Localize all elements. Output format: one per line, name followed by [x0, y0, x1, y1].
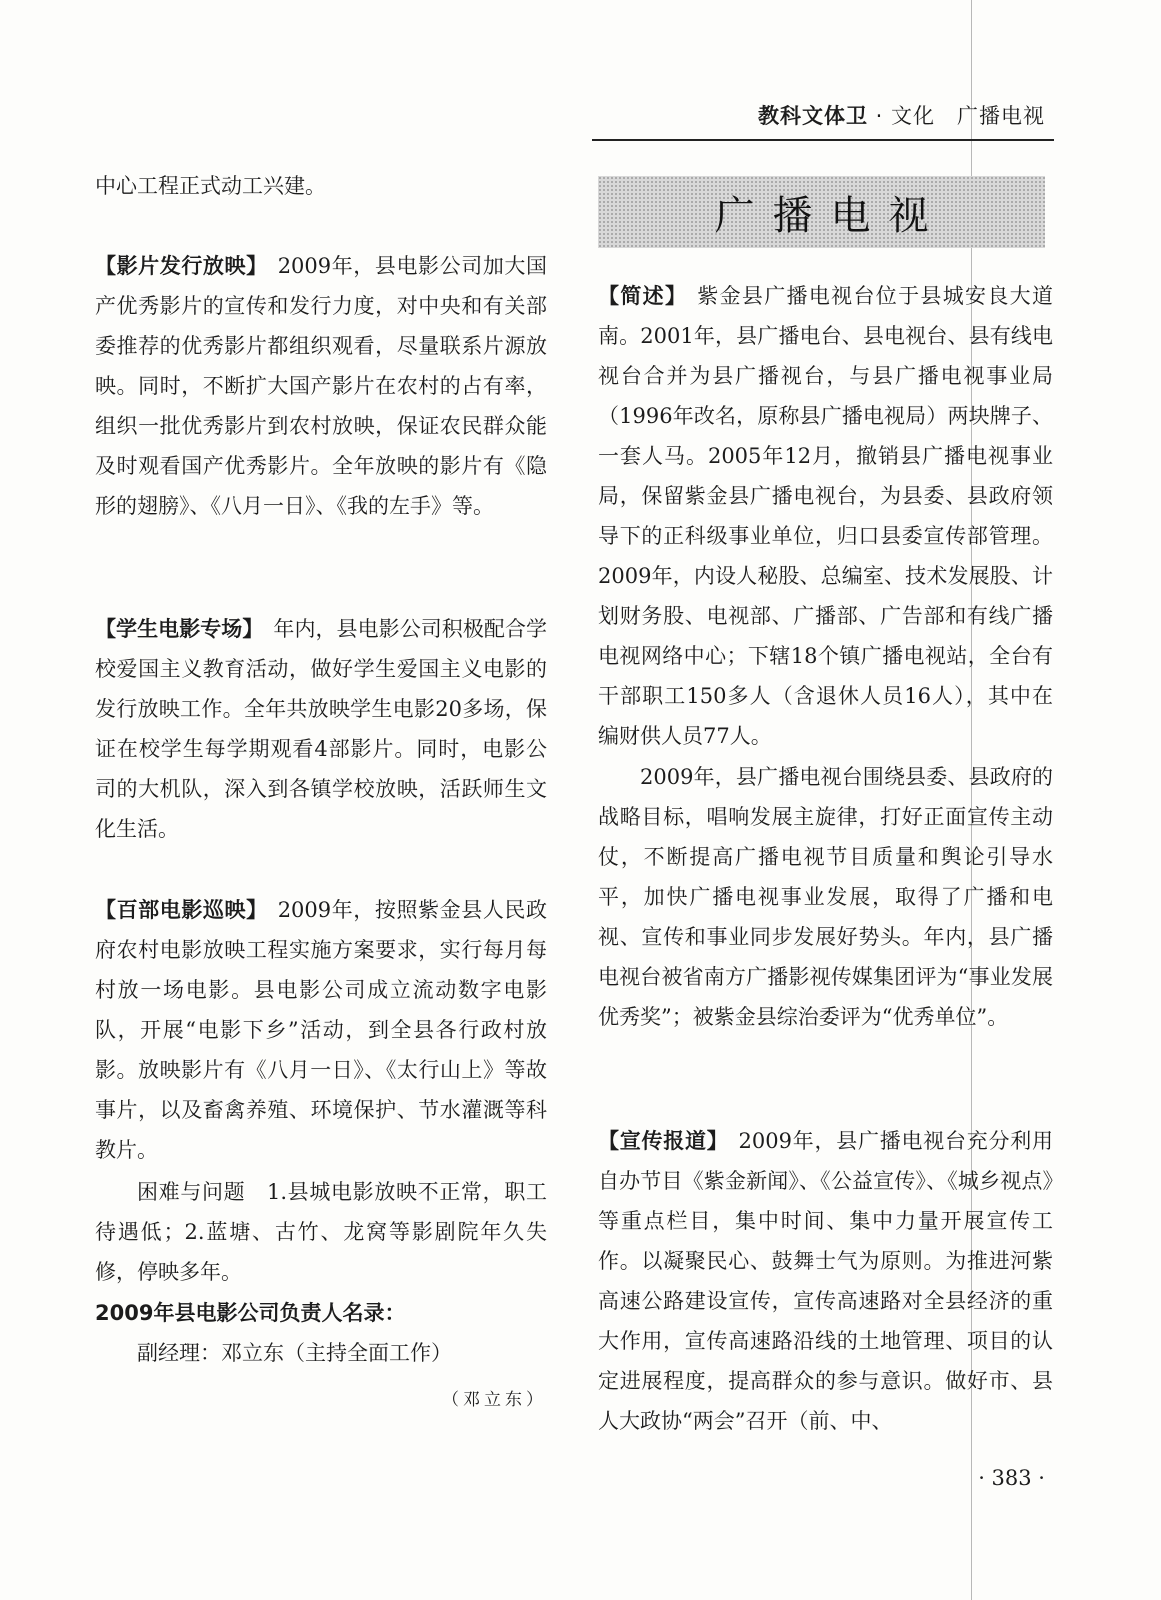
section-title: 广播电视: [714, 192, 947, 239]
entry-text: 2009年，按照紫金县人民政府农村电影放映工程实施方案要求，实行每月每村放一场电影。县电影公司成立流动数字电影队，开展“电影下乡”活动，到全县各行政村放影。放映影片有《八月一日》、《太行山上》等故事片，以及畜禽养殖、环境保护、节水灌溉等科教片。: [95, 898, 547, 1162]
entry-student-film: [95, 609, 547, 849]
header-topic: 广播电视: [957, 104, 1045, 128]
continuation-text: 中心工程正式动工兴建。: [95, 174, 326, 198]
leader-entry: 副经理：邓立东（主持全面工作）: [137, 1341, 452, 1365]
header-separator: ·: [867, 104, 891, 128]
header-section: 教科文体卫: [757, 104, 868, 128]
entry-achievements: 2009年，县广播电视台围绕县委、县政府的战略目标，唱响发展主旋律，打好正面宣传主动仗，不断提高广播电视节目质量和舆论引导水平，加快广播电视事业发展，取得了广播和电视、宣传和事业同步发展好势头。年内，县广播电视台被省南方广播影视传媒集团评为“事业发展优秀奖”；被紫金县综治委评为“优秀单位”。: [598, 765, 1053, 1029]
entry-overview: [598, 276, 1053, 756]
entry-text: 2009年，县广播电视台充分利用自办节目《紫金新闻》、《公益宣传》、《城乡视点》等重点栏目，集中时间、集中力量开展宣传工作。以凝聚民心、鼓舞士气为原则。为推进河紫高速公路建设宣传，宣传高速路对全县经济的重大作用，宣传高速路沿线的土地管理、项目的认定进展程度，提高群众的参与意识。做好市、县人大政协“两会”召开（前、中、: [598, 1129, 1053, 1433]
running-header: [560, 100, 1045, 130]
section-title-banner: [598, 176, 1045, 248]
entry-keyword: 【百部电影巡映】: [95, 898, 268, 922]
entry-keyword: 【宣传报道】: [598, 1129, 729, 1153]
entry-hundred-films: [95, 890, 547, 1170]
entry-keyword: 【简述】: [598, 284, 688, 308]
page-number: · 383 ·: [978, 1466, 1045, 1490]
header-rule: [592, 139, 1054, 141]
entry-film-distribution: [95, 246, 547, 526]
entry-keyword: 【学生电影专场】: [95, 617, 264, 641]
entry-text: 2009年，县电影公司加大国产优秀影片的宣传和发行力度，对中央和有关部委推荐的优秀影片都组织观看，尽量联系片源放映。同时，不断扩大国产影片在农村的占有率，组织一批优秀影片到农村放映，保证农民群众能及时观看国产优秀影片。全年放映的影片有《隐形的翅膀》、《八月一日》、《我的左手》等。: [95, 254, 547, 518]
entry-text: 紫金县广播电视台位于县城安良大道南。2001年，县广播电台、县电视台、县有线电视台合并为县广播视台，与县广播电视事业局（1996年改名，原称县广播电视局）两块牌子、一套人马。2005年12月，撤销县广播电视事业局，保留紫金县广播电视台，为县委、县政府领导下的正科级事业单位，归口县委宣传部管理。2009年，内设人秘股、总编室、技术发展股、计划财务股、电视部、广播部、广告部和有线广播电视网络中心；下辖18个镇广播电视站，全台有干部职工150多人（含退休人员16人），其中在编财供人员77人。: [598, 284, 1054, 748]
problems-paragraph: 困难与问题 1.县城电影放映不正常，职工待遇低；2.蓝塘、古竹、龙窝等影剧院年久失修，停映多年。: [95, 1180, 547, 1284]
entry-text: 年内，县电影公司积极配合学校爱国主义教育活动，做好学生爱国主义电影的发行放映工作。全年共放映学生电影20多场，保证在校学生每学期观看4部影片。同时，电影公司的大机队，深入到各镇学校放映，活跃师生文化生活。: [95, 617, 548, 841]
entry-keyword: 【影片发行放映】: [95, 254, 268, 278]
entry-publicity: [598, 1121, 1053, 1441]
author-signature: （邓立东）: [442, 1390, 547, 1410]
header-subsection: 文化: [891, 104, 935, 128]
leaders-title: 2009年县电影公司负责人名录：: [95, 1301, 406, 1325]
